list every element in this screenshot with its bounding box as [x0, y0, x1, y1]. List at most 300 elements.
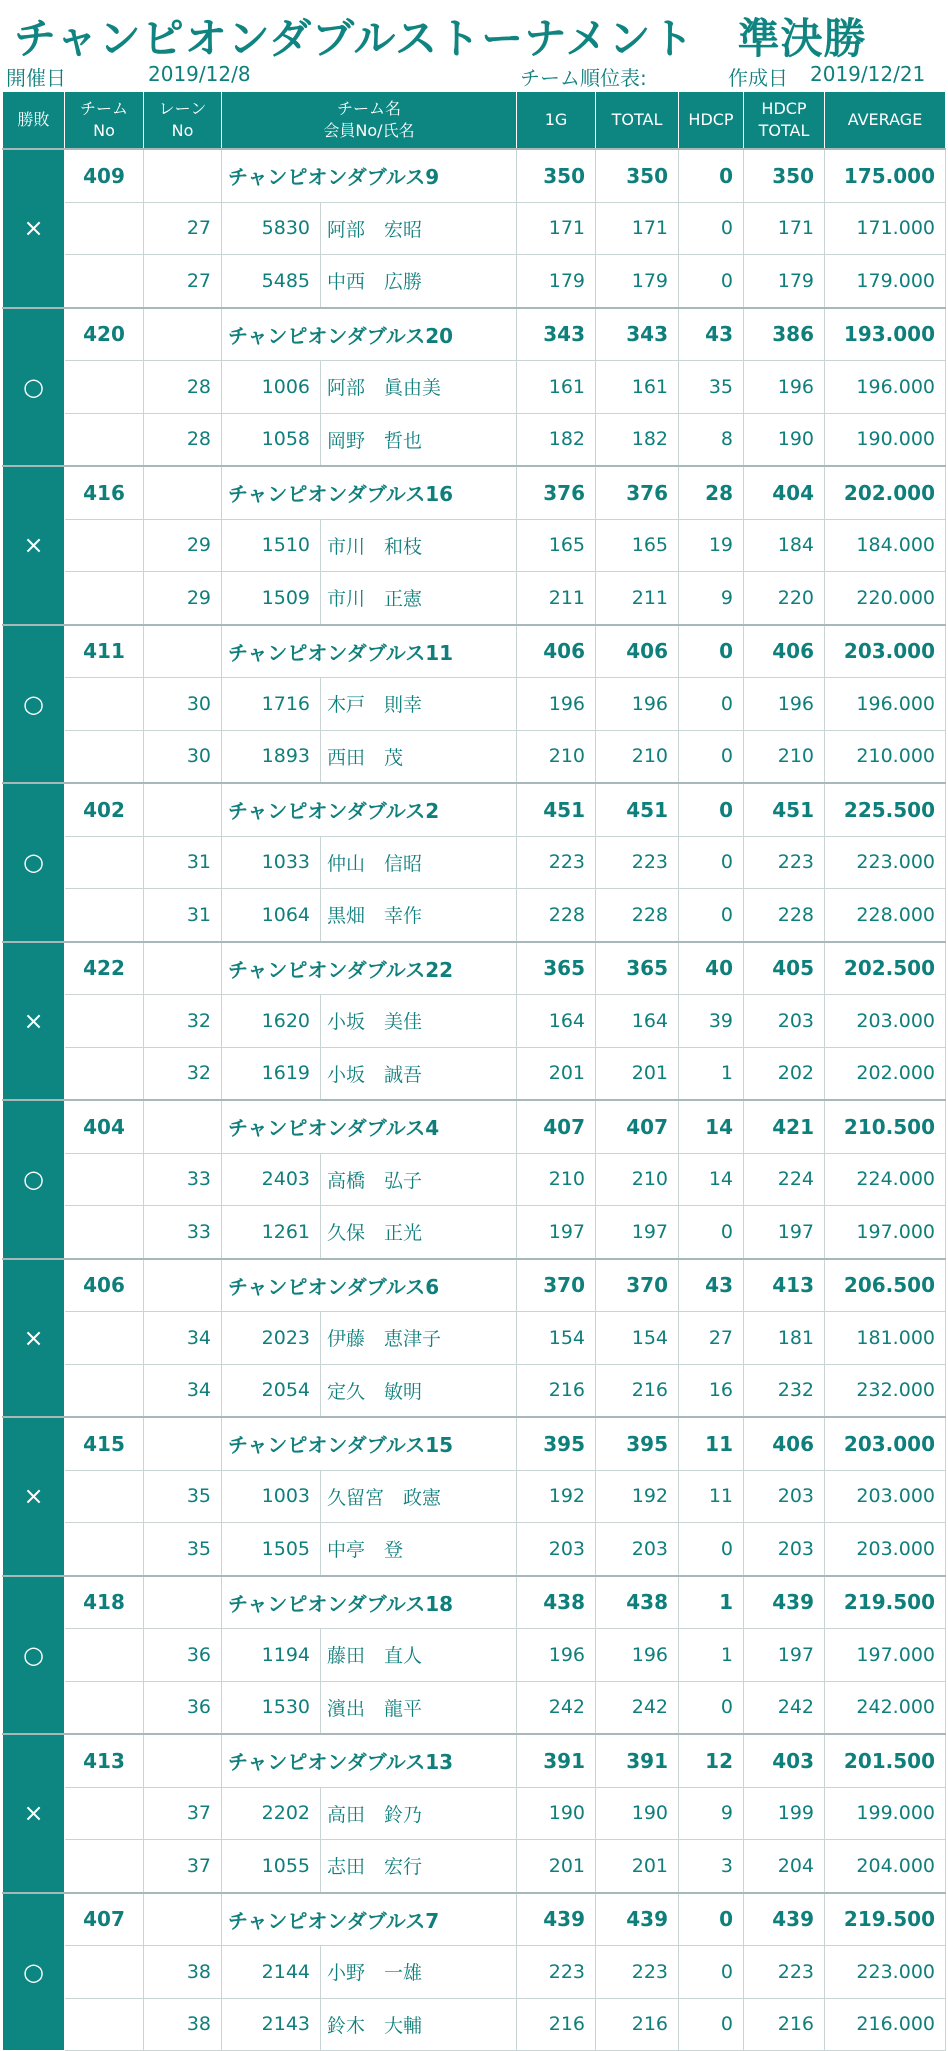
- member-hdcp: 35: [679, 361, 744, 414]
- lane-no-empty: [144, 1893, 222, 1946]
- team-total: 343: [596, 308, 679, 361]
- member-1g: 171: [517, 202, 596, 255]
- member-average: 171.000: [825, 202, 946, 255]
- result-mark: ×: [3, 1734, 65, 1893]
- member-hdcp-total: 197: [744, 1629, 825, 1682]
- col-hdcp-total: HDCP TOTAL: [744, 92, 825, 150]
- member-1g: 182: [517, 413, 596, 466]
- member-name: 伊藤 恵津子: [321, 1312, 517, 1365]
- member-1g: 179: [517, 255, 596, 308]
- team-name: チャンピオンダブルス7: [222, 1893, 517, 1946]
- member-name: 鈴木 大輔: [321, 1998, 517, 2051]
- member-total: 211: [596, 572, 679, 625]
- member-hdcp-total: 181: [744, 1312, 825, 1365]
- member-row: [3, 1047, 946, 1100]
- member-name: 藤田 直人: [321, 1629, 517, 1682]
- member-hdcp-total: 179: [744, 255, 825, 308]
- member-total: 192: [596, 1470, 679, 1523]
- team-hdcp: 43: [679, 308, 744, 361]
- member-average: 223.000: [825, 1946, 946, 1999]
- team-hdcp-total: 421: [744, 1100, 825, 1153]
- team-name: チャンピオンダブルス11: [222, 625, 517, 678]
- member-1g: 210: [517, 1153, 596, 1206]
- result-mark: ×: [3, 1259, 65, 1418]
- team-1g: 376: [517, 466, 596, 519]
- team-total: 370: [596, 1259, 679, 1312]
- lane-no: 30: [144, 678, 222, 731]
- team-average: 219.500: [825, 1576, 946, 1629]
- member-no: 5485: [222, 255, 321, 308]
- col-result: 勝敗: [3, 92, 65, 150]
- team-no: 418: [65, 1576, 144, 1629]
- lane-no: 28: [144, 413, 222, 466]
- lane-no-empty: [144, 783, 222, 836]
- team-no: 416: [65, 466, 144, 519]
- member-total: 196: [596, 678, 679, 731]
- member-no: 1006: [222, 361, 321, 414]
- result-mark: ×: [3, 1417, 65, 1576]
- lane-no: 29: [144, 572, 222, 625]
- member-no: 1064: [222, 889, 321, 942]
- lane-no: 33: [144, 1206, 222, 1259]
- team-name: チャンピオンダブルス2: [222, 783, 517, 836]
- team-hdcp-total: 405: [744, 942, 825, 995]
- member-average: 203.000: [825, 1470, 946, 1523]
- member-no: 2023: [222, 1312, 321, 1365]
- team-no-empty: [65, 361, 144, 414]
- member-no: 2143: [222, 1998, 321, 2051]
- member-no: 1055: [222, 1840, 321, 1893]
- team-hdcp: 0: [679, 783, 744, 836]
- team-row: [3, 1259, 946, 1312]
- lane-no: 27: [144, 255, 222, 308]
- member-name: 市川 和枝: [321, 519, 517, 572]
- member-average: 204.000: [825, 1840, 946, 1893]
- member-hdcp: 0: [679, 1523, 744, 1576]
- member-hdcp: 0: [679, 889, 744, 942]
- result-mark: ○: [3, 308, 65, 467]
- lane-no: 32: [144, 1047, 222, 1100]
- lane-no-empty: [144, 625, 222, 678]
- team-hdcp: 12: [679, 1734, 744, 1787]
- member-hdcp-total: 224: [744, 1153, 825, 1206]
- results-table: [2, 91, 946, 2051]
- team-1g: 365: [517, 942, 596, 995]
- member-row: [3, 1946, 946, 1999]
- team-name: チャンピオンダブルス13: [222, 1734, 517, 1787]
- member-name: 岡野 哲也: [321, 413, 517, 466]
- member-no: 1530: [222, 1681, 321, 1734]
- member-hdcp-total: 203: [744, 1523, 825, 1576]
- lane-no: 33: [144, 1153, 222, 1206]
- member-hdcp-total: 197: [744, 1206, 825, 1259]
- team-no: 404: [65, 1100, 144, 1153]
- team-no-empty: [65, 1629, 144, 1682]
- member-name: 志田 宏行: [321, 1840, 517, 1893]
- team-average: 206.500: [825, 1259, 946, 1312]
- team-1g: 395: [517, 1417, 596, 1470]
- member-no: 1893: [222, 730, 321, 783]
- member-total: 164: [596, 995, 679, 1048]
- team-average: 225.500: [825, 783, 946, 836]
- member-1g: 161: [517, 361, 596, 414]
- team-no-empty: [65, 572, 144, 625]
- member-total: 210: [596, 1153, 679, 1206]
- lane-no-empty: [144, 1576, 222, 1629]
- team-hdcp-total: 413: [744, 1259, 825, 1312]
- table-header-row: [3, 92, 946, 150]
- member-total: 223: [596, 836, 679, 889]
- team-hdcp-total: 404: [744, 466, 825, 519]
- member-hdcp: 11: [679, 1470, 744, 1523]
- lane-no: 34: [144, 1312, 222, 1365]
- member-total: 196: [596, 1629, 679, 1682]
- team-row: [3, 466, 946, 519]
- lane-no: 31: [144, 836, 222, 889]
- member-1g: 216: [517, 1998, 596, 2051]
- team-no-empty: [65, 836, 144, 889]
- lane-no: 37: [144, 1787, 222, 1840]
- member-1g: 192: [517, 1470, 596, 1523]
- team-average: 193.000: [825, 308, 946, 361]
- created-date: 2019/12/21: [810, 62, 926, 86]
- member-average: 190.000: [825, 413, 946, 466]
- member-hdcp: 1: [679, 1629, 744, 1682]
- member-no: 2202: [222, 1787, 321, 1840]
- member-1g: 216: [517, 1364, 596, 1417]
- held-date: 2019/12/8: [148, 62, 251, 86]
- member-hdcp-total: 171: [744, 202, 825, 255]
- member-average: 223.000: [825, 836, 946, 889]
- col-name: チーム名 会員No/氏名: [222, 92, 517, 150]
- member-row: [3, 1681, 946, 1734]
- team-average: 219.500: [825, 1893, 946, 1946]
- created-label: 作成日: [728, 66, 788, 90]
- result-mark: ×: [3, 149, 65, 308]
- member-hdcp: 0: [679, 836, 744, 889]
- team-hdcp-total: 439: [744, 1576, 825, 1629]
- member-hdcp-total: 223: [744, 836, 825, 889]
- member-no: 1619: [222, 1047, 321, 1100]
- member-hdcp-total: 190: [744, 413, 825, 466]
- lane-no: 38: [144, 1998, 222, 2051]
- member-no: 2403: [222, 1153, 321, 1206]
- member-hdcp: 14: [679, 1153, 744, 1206]
- team-name: チャンピオンダブルス6: [222, 1259, 517, 1312]
- member-hdcp: 9: [679, 1787, 744, 1840]
- lane-no: 27: [144, 202, 222, 255]
- member-1g: 211: [517, 572, 596, 625]
- member-average: 224.000: [825, 1153, 946, 1206]
- team-row: [3, 783, 946, 836]
- team-no-empty: [65, 1047, 144, 1100]
- team-no-empty: [65, 202, 144, 255]
- member-average: 196.000: [825, 361, 946, 414]
- member-row: [3, 1153, 946, 1206]
- member-total: 190: [596, 1787, 679, 1840]
- member-row: [3, 413, 946, 466]
- team-hdcp: 43: [679, 1259, 744, 1312]
- member-1g: 203: [517, 1523, 596, 1576]
- result-mark: ×: [3, 942, 65, 1101]
- member-name: 阿部 宏昭: [321, 202, 517, 255]
- team-hdcp: 0: [679, 625, 744, 678]
- member-hdcp: 39: [679, 995, 744, 1048]
- member-average: 197.000: [825, 1206, 946, 1259]
- member-total: 203: [596, 1523, 679, 1576]
- member-average: 181.000: [825, 1312, 946, 1365]
- member-total: 161: [596, 361, 679, 414]
- team-1g: 407: [517, 1100, 596, 1153]
- col-total: TOTAL: [596, 92, 679, 150]
- team-no-empty: [65, 1206, 144, 1259]
- member-row: [3, 1629, 946, 1682]
- team-total: 391: [596, 1734, 679, 1787]
- member-name: 黒畑 幸作: [321, 889, 517, 942]
- result-mark: ○: [3, 1100, 65, 1259]
- lane-no-empty: [144, 1100, 222, 1153]
- member-average: 179.000: [825, 255, 946, 308]
- member-total: 228: [596, 889, 679, 942]
- team-no-empty: [65, 1364, 144, 1417]
- member-average: 197.000: [825, 1629, 946, 1682]
- team-no-empty: [65, 1946, 144, 1999]
- member-no: 1716: [222, 678, 321, 731]
- team-no-empty: [65, 730, 144, 783]
- team-hdcp: 0: [679, 1893, 744, 1946]
- member-average: 184.000: [825, 519, 946, 572]
- team-total: 376: [596, 466, 679, 519]
- member-row: [3, 361, 946, 414]
- col-average: AVERAGE: [825, 92, 946, 150]
- team-no-empty: [65, 1840, 144, 1893]
- member-total: 154: [596, 1312, 679, 1365]
- member-row: [3, 1312, 946, 1365]
- team-no: 407: [65, 1893, 144, 1946]
- team-row: [3, 1100, 946, 1153]
- member-row: [3, 572, 946, 625]
- member-total: 216: [596, 1364, 679, 1417]
- member-hdcp-total: 203: [744, 1470, 825, 1523]
- member-no: 1033: [222, 836, 321, 889]
- result-mark: ×: [3, 466, 65, 625]
- member-row: [3, 1998, 946, 2051]
- member-1g: 223: [517, 1946, 596, 1999]
- member-name: 小野 一雄: [321, 1946, 517, 1999]
- lane-no: 31: [144, 889, 222, 942]
- team-row: [3, 942, 946, 995]
- lane-no: 28: [144, 361, 222, 414]
- team-1g: 439: [517, 1893, 596, 1946]
- col-hdcp: HDCP: [679, 92, 744, 150]
- member-total: 171: [596, 202, 679, 255]
- member-hdcp: 0: [679, 1946, 744, 1999]
- member-row: [3, 1364, 946, 1417]
- team-total: 407: [596, 1100, 679, 1153]
- team-no: 409: [65, 149, 144, 202]
- team-hdcp-total: 386: [744, 308, 825, 361]
- results-body: [3, 149, 946, 2051]
- team-no-empty: [65, 1153, 144, 1206]
- team-1g: 391: [517, 1734, 596, 1787]
- ranking-label: チーム順位表:: [520, 66, 647, 90]
- lane-no-empty: [144, 466, 222, 519]
- team-row: [3, 625, 946, 678]
- member-1g: 201: [517, 1047, 596, 1100]
- col-team-no: チーム No: [65, 92, 144, 150]
- member-name: 定久 敏明: [321, 1364, 517, 1417]
- member-hdcp: 19: [679, 519, 744, 572]
- team-no: 402: [65, 783, 144, 836]
- team-1g: 438: [517, 1576, 596, 1629]
- lane-no-empty: [144, 149, 222, 202]
- member-no: 1509: [222, 572, 321, 625]
- lane-no: 34: [144, 1364, 222, 1417]
- member-name: 中亭 登: [321, 1523, 517, 1576]
- member-name: 中西 広勝: [321, 255, 517, 308]
- team-no-empty: [65, 995, 144, 1048]
- member-hdcp: 0: [679, 1681, 744, 1734]
- lane-no-empty: [144, 308, 222, 361]
- team-name: チャンピオンダブルス22: [222, 942, 517, 995]
- team-hdcp-total: 403: [744, 1734, 825, 1787]
- team-name: チャンピオンダブルス15: [222, 1417, 517, 1470]
- member-hdcp-total: 232: [744, 1364, 825, 1417]
- result-mark: ○: [3, 783, 65, 942]
- team-1g: 350: [517, 149, 596, 202]
- member-name: 木戸 則幸: [321, 678, 517, 731]
- member-no: 2054: [222, 1364, 321, 1417]
- member-no: 1505: [222, 1523, 321, 1576]
- col-1g: 1G: [517, 92, 596, 150]
- member-hdcp: 0: [679, 730, 744, 783]
- team-1g: 451: [517, 783, 596, 836]
- member-hdcp-total: 223: [744, 1946, 825, 1999]
- lane-no-empty: [144, 942, 222, 995]
- team-no-empty: [65, 1787, 144, 1840]
- member-average: 220.000: [825, 572, 946, 625]
- member-1g: 210: [517, 730, 596, 783]
- member-hdcp-total: 199: [744, 1787, 825, 1840]
- team-hdcp-total: 406: [744, 1417, 825, 1470]
- team-average: 210.500: [825, 1100, 946, 1153]
- team-no-empty: [65, 255, 144, 308]
- team-hdcp: 14: [679, 1100, 744, 1153]
- team-name: チャンピオンダブルス4: [222, 1100, 517, 1153]
- member-no: 1058: [222, 413, 321, 466]
- team-row: [3, 1576, 946, 1629]
- member-1g: 228: [517, 889, 596, 942]
- member-name: 仲山 信昭: [321, 836, 517, 889]
- member-total: 216: [596, 1998, 679, 2051]
- team-total: 438: [596, 1576, 679, 1629]
- team-average: 175.000: [825, 149, 946, 202]
- team-average: 202.500: [825, 942, 946, 995]
- team-total: 451: [596, 783, 679, 836]
- team-total: 350: [596, 149, 679, 202]
- member-total: 201: [596, 1047, 679, 1100]
- member-name: 濱出 龍平: [321, 1681, 517, 1734]
- member-row: [3, 255, 946, 308]
- member-row: [3, 1787, 946, 1840]
- team-no: 420: [65, 308, 144, 361]
- member-1g: 242: [517, 1681, 596, 1734]
- member-total: 179: [596, 255, 679, 308]
- team-no-empty: [65, 678, 144, 731]
- member-no: 1003: [222, 1470, 321, 1523]
- member-1g: 197: [517, 1206, 596, 1259]
- team-row: [3, 1893, 946, 1946]
- member-average: 210.000: [825, 730, 946, 783]
- member-total: 242: [596, 1681, 679, 1734]
- member-hdcp-total: 196: [744, 361, 825, 414]
- team-hdcp: 11: [679, 1417, 744, 1470]
- member-total: 165: [596, 519, 679, 572]
- member-total: 223: [596, 1946, 679, 1999]
- lane-no-empty: [144, 1417, 222, 1470]
- member-row: [3, 889, 946, 942]
- team-average: 203.000: [825, 1417, 946, 1470]
- member-hdcp-total: 202: [744, 1047, 825, 1100]
- member-name: 阿部 眞由美: [321, 361, 517, 414]
- team-no: 406: [65, 1259, 144, 1312]
- member-no: 1620: [222, 995, 321, 1048]
- member-hdcp: 1: [679, 1047, 744, 1100]
- result-mark: ○: [3, 1576, 65, 1735]
- member-name: 高橋 弘子: [321, 1153, 517, 1206]
- member-hdcp: 9: [679, 572, 744, 625]
- member-average: 228.000: [825, 889, 946, 942]
- lane-no: 37: [144, 1840, 222, 1893]
- member-average: 232.000: [825, 1364, 946, 1417]
- lane-no-empty: [144, 1734, 222, 1787]
- team-no-empty: [65, 1523, 144, 1576]
- team-row: [3, 149, 946, 202]
- team-no-empty: [65, 889, 144, 942]
- member-1g: 165: [517, 519, 596, 572]
- team-average: 203.000: [825, 625, 946, 678]
- team-no-empty: [65, 1681, 144, 1734]
- member-hdcp: 3: [679, 1840, 744, 1893]
- team-no-empty: [65, 1470, 144, 1523]
- col-lane-no: レーン No: [144, 92, 222, 150]
- member-name: 市川 正憲: [321, 572, 517, 625]
- team-hdcp: 0: [679, 149, 744, 202]
- result-mark: ○: [3, 1893, 65, 2051]
- member-no: 5830: [222, 202, 321, 255]
- team-no-empty: [65, 1998, 144, 2051]
- member-1g: 164: [517, 995, 596, 1048]
- team-no: 411: [65, 625, 144, 678]
- member-average: 242.000: [825, 1681, 946, 1734]
- member-name: 久保 正光: [321, 1206, 517, 1259]
- member-hdcp: 0: [679, 678, 744, 731]
- member-row: [3, 202, 946, 255]
- member-hdcp-total: 228: [744, 889, 825, 942]
- lane-no: 38: [144, 1946, 222, 1999]
- member-average: 203.000: [825, 1523, 946, 1576]
- team-no: 413: [65, 1734, 144, 1787]
- page-title: チャンピオンダブルストーナメント 準決勝: [14, 14, 867, 63]
- member-total: 201: [596, 1840, 679, 1893]
- team-hdcp-total: 451: [744, 783, 825, 836]
- team-hdcp-total: 406: [744, 625, 825, 678]
- member-row: [3, 836, 946, 889]
- team-hdcp: 1: [679, 1576, 744, 1629]
- team-name: チャンピオンダブルス16: [222, 466, 517, 519]
- team-average: 202.000: [825, 466, 946, 519]
- team-hdcp: 28: [679, 466, 744, 519]
